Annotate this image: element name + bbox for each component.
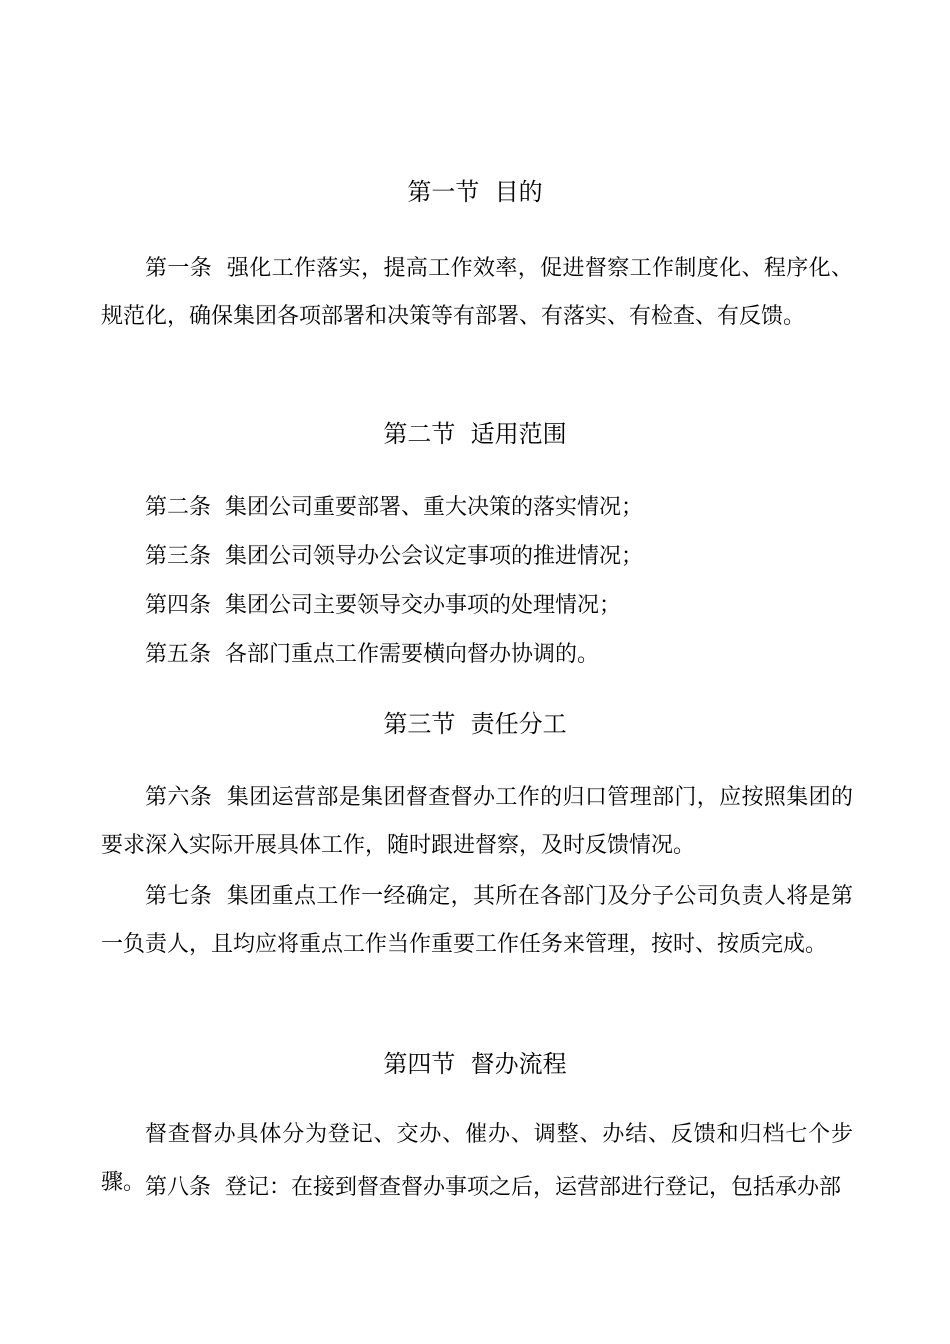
article-8-paragraph: 第八条 登记：在接到督查督办事项之后，运营部进行登记，包括承办部 [145, 1175, 841, 1200]
article-3-item: 第三条 集团公司领导办公会议定事项的推进情况； [145, 544, 643, 569]
article-6-paragraph: 第六条 集团运营部是集团督查督办工作的归口管理部门，应按照集团的要求深入实际开展具体工作，随时跟进督察，及时反馈情况。 [101, 785, 853, 858]
article-4-item: 第四条 集团公司主要领导交办事项的处理情况； [145, 593, 621, 618]
section-heading-1: 第一节 目的 [407, 178, 543, 206]
article-1-paragraph: 第一条 强化工作落实，提高工作效率，促进督察工作制度化、程序化、规范化，确保集团各项部署和决策等有部署、有落实、有检查、有反馈。 [101, 256, 853, 329]
article-7-paragraph: 第七条 集团重点工作一经确定，其所在各部门及分子公司负责人将是第一负责人，且均应将重点工作当作重要工作任务来管理，按时、按质完成。 [101, 884, 853, 957]
section-heading-4: 第四节 督办流程 [383, 1050, 567, 1078]
article-2-item: 第二条 集团公司重要部署、重大决策的落实情况； [145, 495, 643, 520]
section-heading-3: 第三节 责任分工 [383, 710, 567, 738]
section-heading-2: 第二节 适用范围 [383, 420, 567, 448]
process-intro-paragraph: 督查督办具体分为登记、交办、催办、调整、办结、反馈和归档七个步骤。 [101, 1122, 853, 1195]
article-5-item: 第五条 各部门重点工作需要横向督办协调的。 [145, 642, 599, 667]
